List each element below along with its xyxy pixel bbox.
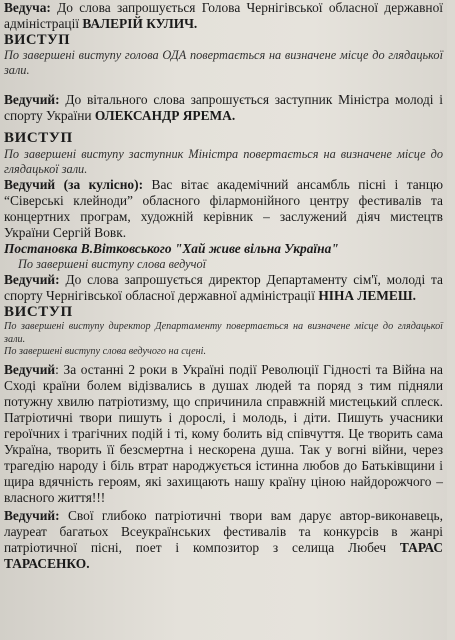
paragraph-text: Свої глибоко патріотичні твори вам дарує автор-виконавець, лауреат багатьох Всеукраїнських фестивалів та конкурсів в жанрі патріотичної пісні, поет і композитор з селища Любеч bbox=[4, 507, 443, 555]
section-heading-speech-2: ВИСТУП bbox=[4, 130, 73, 146]
paragraph-host-4 bbox=[4, 272, 443, 304]
stage-note-1: По завершені виступу голова ОДА повертається на визначене місце до глядацької зали. bbox=[4, 48, 443, 77]
speaker-label: Ведучий (за кулісно): bbox=[4, 177, 144, 192]
stage-note-3: По завершені виступу слова ведучої bbox=[18, 257, 207, 271]
paragraph-text: До слова запрошується директор Департаменту сім'ї, молоді та спорту Чернігівської обласної державної адміністрації bbox=[4, 272, 443, 303]
stage-note-4: По завершені виступу директор Департаменту повертається на визначене місце до глядацької зали. bbox=[4, 321, 443, 345]
paragraph-text: До вітального слова запрошується заступник Міністра молоді і спорту України bbox=[4, 92, 443, 123]
guest-name: НІНА ЛЕМЕШ. bbox=[318, 288, 416, 303]
paragraph-text: : За останні 2 роки в Україні події Революції Гідності та Війна на Сході країни болем відізвались в душах людей та поряд з тим підняли потужну хвилю патріотизму, що спричинила справжній мистецький сплеск. Патріотичні твори пишуть і дорослі, і молодь, і діти. Пишуть учасники героїчних і трагічних подій і ті, кому болить від співчуття. Це творить сама Україна, творить її безсмертна і нескорена душа. Так у вогні війни, через трагедію народу і біль втрат народжується істинна любов до Батьківщини і щира вдячність героям, які захищають нашу країну ціною найдорожчого – власного життя!!! bbox=[4, 361, 443, 505]
guest-name: ОЛЕКСАНДР ЯРЕМА. bbox=[94, 108, 236, 123]
paragraph-host-5 bbox=[4, 362, 443, 506]
paragraph-text: Вас вітає академічний ансамбль пісні і танцю “Сіверські клейноди” обласного філармонійного центру фестивалів та концертних програм, художній керівник – заслужений діяч мистецтв України Сергій Вовк. bbox=[4, 177, 443, 240]
section-heading-speech-3: ВИСТУП bbox=[4, 304, 73, 320]
guest-name: ТАРАС ТАРАСЕНКО. bbox=[4, 539, 443, 571]
guest-name: ВАЛЕРІЙ КУЛИЧ. bbox=[82, 16, 198, 31]
speaker-label: Ведучий: bbox=[4, 507, 60, 523]
paragraph-host-1 bbox=[4, 0, 443, 32]
speaker-label: Ведучий: bbox=[4, 92, 60, 107]
speaker-label: Ведуча: bbox=[4, 0, 51, 15]
paragraph-host-3 bbox=[4, 177, 443, 241]
paragraph-host-6 bbox=[4, 508, 443, 572]
paragraph-text: До слова запрошується Голова Чернігівської обласної державної адміністрації bbox=[4, 0, 443, 31]
performance-title: Постановка В.Вітковського "Хай живе вільна Україна" bbox=[4, 241, 339, 256]
section-heading-speech-1: ВИСТУП bbox=[4, 32, 71, 48]
stage-note-5: По завершені виступу слова ведучого на сцені. bbox=[4, 346, 207, 357]
paragraph-host-2 bbox=[4, 92, 443, 124]
speaker-label: Ведучий bbox=[4, 361, 56, 377]
stage-note-2: По завершені виступу заступник Міністра повертається на визначене місце до глядацької зали. bbox=[4, 147, 443, 176]
speaker-label: Ведучий: bbox=[4, 272, 60, 287]
